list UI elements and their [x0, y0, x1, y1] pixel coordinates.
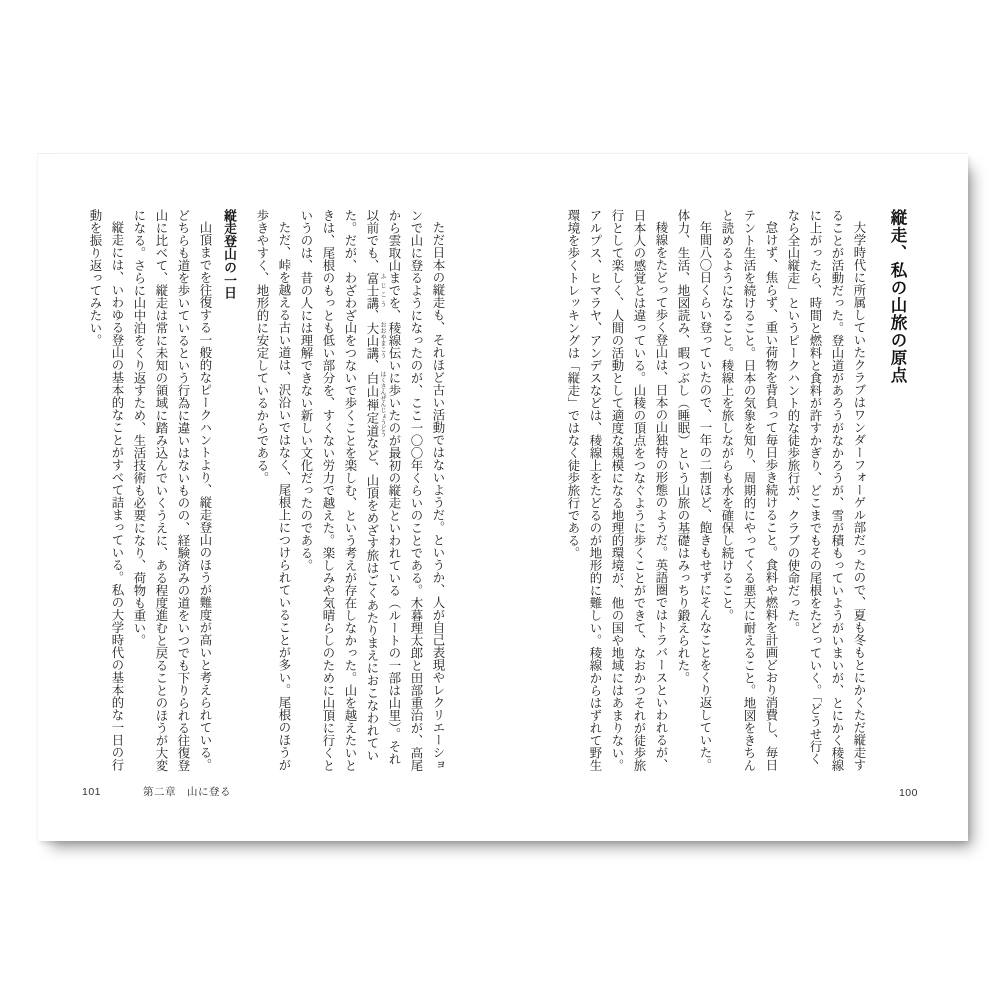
paragraph: ただ、峠を越える古い道は、沢沿いではなく、尾根上につけられていることが多い。尾根のほうが歩きやすく、地形的に安定しているからである。: [255, 209, 291, 772]
section-heading: 縦走登山の一日: [222, 209, 237, 300]
chapter-title: 縦走、私の山旅の原点: [888, 209, 907, 384]
page-number-left: 101: [82, 786, 102, 798]
ruby-annotated-word: 富士講 ふじこう: [365, 271, 385, 309]
book-spread: [37, 153, 968, 841]
paragraph: 縦走には、いわゆる登山の基本的なことがすべて詰まっている。私の大学時代の基本的な一日の行動を振り返ってみたい。: [88, 209, 124, 772]
page-right-text-flow: [562, 209, 912, 772]
paragraph: 大学時代に所属していたクラブはワンダーフォーゲル部だったので、夏も冬もとにかくただ縦走することが活動だった。登山道があろうがなかろうが、雪が積もっていようがいまいが、とにかく稜線に上がったら、時間と燃料と食料が許すかぎり、どこまでもその尾根をたどっていく。「どうせ行くなら全山縦走」というピークハント的な徒歩旅行が、クラブの使命だった。: [786, 209, 866, 772]
paragraph: 稜線をたどって歩く登山は、日本の山独特の形態のようだ。英語圏ではトラバースといわれるが、日本人の感覚とは違っている。山稜の頂点をつなぐように歩くことができて、なおかつそれが徒歩旅行として楽しく、人間の活動として適度な規模になる地理的環境が、他の国や地域にはあまりない。アルプス、ヒマラヤ、アンデスなどは、稜線上をたどるのが地形的に難しい。稜線からはずれて野生環境を歩くトレッキングは「縦走」ではなく徒歩旅行である。: [566, 209, 668, 772]
ruby-annotated-word: 白山禅定道 はくさんぜんじょうどう: [365, 371, 385, 438]
paragraph: 年間八〇日くらい登っていたので、一年の二割ほど、飽きもせずにそんなことをくり返していた。体力、生活、地図読み、暇つぶし（睡眠）という山旅の基礎はみっちり鍛えられた。: [676, 209, 712, 772]
paragraph: 怠けず、焦らず、重い荷物を背負って毎日歩き続けること。食料や燃料を計画どおり消費し、毎日テント生活を続けること。日本の気象を知り、周期的にやってくる悪天に耐えること。地図をきちんと読めるようになること。稜線上を旅しながらも水を確保し続けること。: [720, 209, 778, 772]
page-right-body: [562, 209, 870, 772]
paragraph: ただ日本の縦走も、それほど古い活動ではないようだ。というか、人が自己表現やレクリエーションで山に登るようになったのが、ここ一〇〇年くらいのことである。木暮理太郎と田部重治が、高尾から雲取山までを、稜線伝いに歩いたのが最初の縦走といわれている（ルートの一部は山里）。それ以前でも、富士講 ふじこう、大山講 おおやまこう、白山禅定道 はくさんぜんじょうどうなど、山頂をめざす旅はごくあたりまえにおこなわれていた。だが、わざわざ山をつないで歩くことを楽しむ、という考えが存在しなかった。山を越えたいときは、尾根のもっとも低い部分を、すくない労力で越えた。楽しみや気晴らしのために山頂に行くというのは、昔の人には理解できない新しい文化だったのである。: [299, 209, 445, 772]
running-head: 第二章 山に登る: [143, 786, 232, 798]
ruby-annotated-word: 大山講 おおやまこう: [365, 321, 385, 359]
page-number-right: 100: [898, 787, 918, 799]
paragraph: 山頂までを往復する一般的なピークハントより、縦走登山のほうが難度が高いと考えられている。どちらも道を歩いているという行為に違いはないものの、経験済みの道をいつでも下りられる往復登山に比べて、縦走は常に未知の領域に踏み込んでいくうえに、ある程度進むと戻ることのほうが大変になる。さらに山中泊をくり返すため、生活技術も必要になり、荷物も重い。: [132, 209, 212, 772]
page-left: [38, 154, 503, 841]
page-right: [503, 154, 968, 841]
page-right-footer: [899, 787, 918, 799]
page-left-footer: [82, 784, 231, 799]
page-left-text-flow: [84, 209, 449, 772]
